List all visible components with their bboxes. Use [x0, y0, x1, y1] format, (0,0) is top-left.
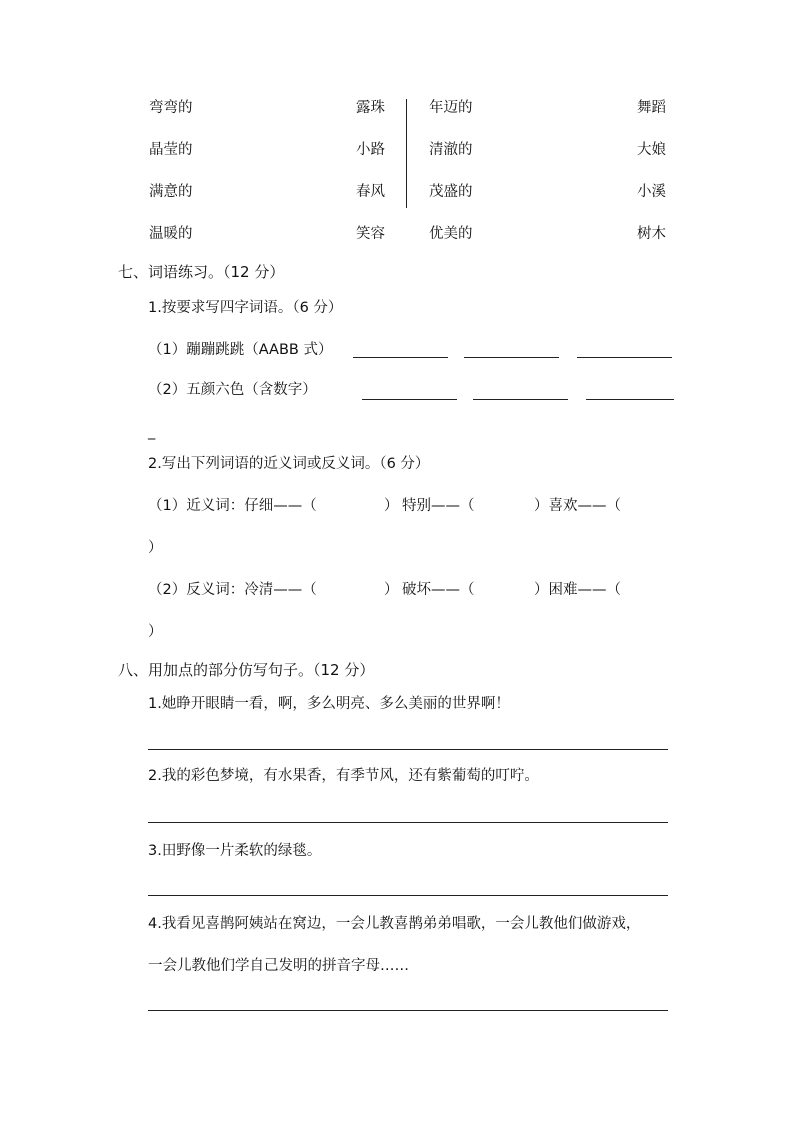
match-right-1-a: 年迈的: [429, 100, 473, 116]
sentence-4-line-1: 4.我看见喜鹊阿姨站在窝边，一会儿教喜鹊弟弟唱歌，一会儿教他们做游戏，: [148, 916, 641, 932]
match-right-1-b: 舞蹈: [637, 100, 666, 116]
answer-line-2-3[interactable]: [586, 399, 674, 400]
q2-antonym-word-3: ）困难——（: [534, 582, 621, 598]
match-left-1-a: 弯弯的: [149, 100, 193, 116]
answer-line-2-1[interactable]: [362, 399, 457, 400]
q2-antonym-word-2: 破坏——（: [402, 582, 475, 598]
q2-synonym-word-3: ）喜欢——（: [534, 498, 621, 514]
match-left-3-b: 春风: [356, 184, 385, 200]
match-right-2-a: 清澈的: [429, 142, 473, 158]
stray-underscore: _: [148, 424, 156, 440]
match-right-3-a: 茂盛的: [429, 184, 473, 200]
q2-synonym-end: ）: [148, 540, 163, 556]
answer-line-1-2[interactable]: [464, 357, 559, 358]
sentence-2: 2.我的彩色梦境，有水果香，有季节风，还有紫葡萄的叮咛。: [148, 768, 539, 784]
answer-line-1-1[interactable]: [353, 357, 448, 358]
match-left-2-a: 晶莹的: [149, 142, 193, 158]
match-right-3-b: 小溪: [637, 184, 666, 200]
answer-line-s2[interactable]: [148, 822, 668, 823]
sentence-4-line-2: 一会儿教他们学自己发明的拼音字母……: [148, 958, 409, 974]
q1-item1-label: （1）蹦蹦跳跳（AABB 式）: [148, 342, 333, 358]
q2-title: 2.写出下列词语的近义词或反义词。（6 分）: [148, 456, 430, 472]
match-right-4-a: 优美的: [429, 226, 473, 242]
answer-line-s1[interactable]: [148, 749, 668, 750]
match-left-1-b: 露珠: [356, 100, 385, 116]
q2-antonym-label: （2）反义词：冷清——（: [148, 582, 317, 598]
q1-item2-label: （2）五颜六色（含数字）: [148, 382, 317, 398]
match-right-2-b: 大娘: [637, 142, 666, 158]
answer-line-s3[interactable]: [148, 895, 668, 896]
sentence-3: 3.田野像一片柔软的绿毯。: [148, 843, 322, 859]
match-left-4-b: 笑容: [356, 226, 385, 242]
matching-divider: [406, 99, 407, 208]
q2-synonym-close-1: ）: [384, 498, 399, 514]
section-8-title: 八、用加点的部分仿写句子。（12 分）: [118, 661, 375, 679]
answer-line-2-2[interactable]: [473, 399, 568, 400]
q2-synonym-word-2: 特别——（: [402, 498, 475, 514]
match-right-4-b: 树木: [637, 226, 666, 242]
answer-line-s4[interactable]: [148, 1010, 668, 1011]
q2-antonym-end: ）: [148, 624, 163, 640]
q1-title: 1.按要求写四字词语。（6 分）: [148, 300, 343, 316]
q2-synonym-label: （1）近义词：仔细——（: [148, 498, 317, 514]
match-left-2-b: 小路: [356, 142, 385, 158]
q2-antonym-close-1: ）: [384, 582, 399, 598]
match-left-3-a: 满意的: [149, 184, 193, 200]
sentence-1: 1.她睁开眼睛一看，啊，多么明亮、多么美丽的世界啊！: [148, 696, 510, 712]
match-left-4-a: 温暖的: [149, 226, 193, 242]
section-7-title: 七、词语练习。（12 分）: [118, 263, 285, 281]
answer-line-1-3[interactable]: [577, 357, 672, 358]
